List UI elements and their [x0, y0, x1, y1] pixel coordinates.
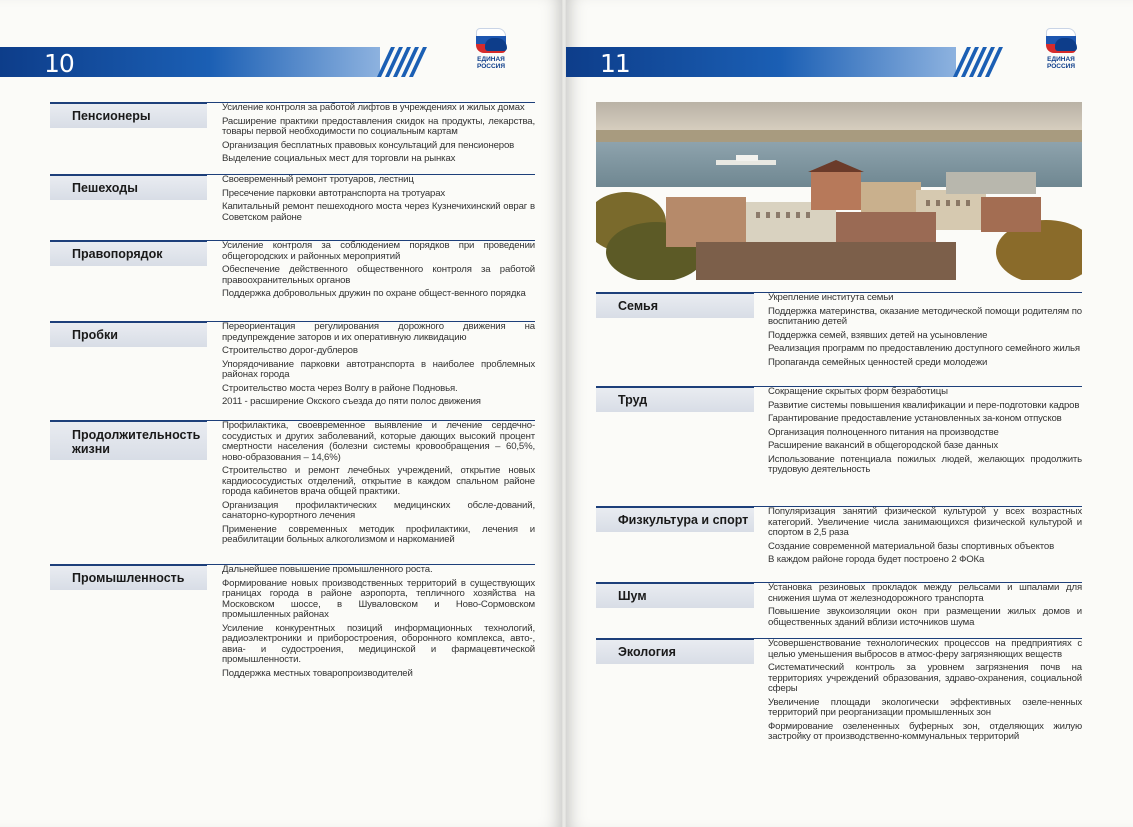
page-number: 11 — [600, 49, 630, 78]
list-item: Укрепление института семьи — [768, 292, 894, 303]
city-panorama-photo — [596, 102, 1082, 280]
list-item: Усиление контроля за соблюдением порядков при проведении общегородских и районных мероприятий — [222, 240, 535, 262]
page-header-bar — [0, 47, 380, 77]
list-item: Капитальный ремонт пешеходного моста через Кузнечихинский овраг в Советском районе — [222, 201, 535, 223]
list-item: Формирование новых производственных территорий в существующих границах города в районе аэропорта, тепличного хозяйства на Московском шоссе, в Шуваловском и Ново-Сормовском промышленных районах — [222, 577, 535, 620]
section-title: Правопорядок — [50, 240, 207, 266]
logo-text: ЕДИНАЯ РОССИЯ — [1046, 56, 1076, 70]
list-item: Поддержка семей, взявших детей на усыновление — [768, 329, 988, 341]
list-item: Пропаганда семейных ценностей среди молодежи — [768, 356, 988, 368]
section-title: Физкультура и спорт — [596, 506, 754, 532]
section-title: Семья — [596, 292, 754, 318]
section-items — [768, 639, 1082, 746]
list-item: Обеспечение действенного общественного контроля за работой правоохранительных органов — [222, 264, 535, 286]
section-items — [222, 175, 535, 226]
logo-text: ЕДИНАЯ РОССИЯ — [476, 56, 506, 70]
section-items — [768, 507, 1082, 569]
flag-icon — [476, 28, 506, 54]
list-item: Сокращение скрытых форм безработицы — [768, 386, 948, 397]
list-item: Выделение социальных мест для торговли на рынках — [222, 153, 456, 164]
list-item: Популяризация занятий физической культурой у всех возрастных категорий. Увеличение числа занимающихся физической культурой и спортом в 2,5 раза — [768, 506, 1082, 538]
list-item: Пресечение парковки автотранспорта на тротуарах — [222, 187, 446, 199]
list-item: Строительство и ремонт лечебных учреждений, открытие новых кардиососудистых отделений, открытие в каждом спальном районе города кабинетов врача общей практики. — [222, 465, 535, 497]
party-logo — [470, 28, 512, 78]
section-title: Шум — [596, 582, 754, 608]
section-items — [768, 387, 1082, 479]
list-item: Усиление контроля за работой лифтов в учреждениях и жилых домах — [222, 102, 525, 113]
list-item: Дальнейшее повышение промышленного роста. — [222, 564, 433, 575]
list-item: Усиление конкурентных позиций информационных технологий, радиоэлектроники и приборостроения, оборонного комплекса, авто-, авиа- и судостроения, медицинской и фармацевтической промышленности. — [222, 622, 535, 665]
list-item: 2011 - расширение Окского съезда до пяти полос движения — [222, 396, 481, 407]
bear-icon — [1055, 38, 1077, 51]
section-title: Труд — [596, 386, 754, 412]
section-items — [222, 421, 535, 549]
list-item: Повышение звукоизоляции окон при размещении жилых домов и общественных зданий вблизи источников шума — [768, 606, 1082, 628]
left-page — [0, 0, 562, 827]
list-item: Усовершенствование технологических процессов на предприятиях с целью уменьшения выбросов в атмос-феру загрязняющих веществ — [768, 638, 1082, 660]
list-item: Расширение вакансий в общегородской базе данных — [768, 440, 998, 451]
section-items — [222, 322, 535, 411]
list-item: В каждом районе города будет построено 2 ФОКа — [768, 554, 985, 565]
list-item: Установка резиновых прокладок между рельсами и шпалами для снижения шума от железнодорожного транспорта — [768, 582, 1082, 604]
section-items — [222, 103, 535, 168]
list-item: Развитие системы повышения квалификации и пере-подготовки кадров — [768, 399, 1080, 411]
list-item: Реализация программ по предоставлению доступного семейного жилья — [768, 343, 1080, 354]
list-item: Своевременный ремонт тротуаров, лестниц — [222, 174, 414, 185]
list-item: Профилактика, своевременное выявление и лечение сердечно-сосудистых и других заболеваний, которые дающих высокий процент смертности населения (болезни системы кровообращения – 60,5%, ново-образования – 14,6%) — [222, 420, 535, 463]
list-item: Организация бесплатных правовых консультаций для пенсионеров — [222, 139, 515, 151]
list-item: Применение современных методик профилактики, лечения и реабилитации больных алкоголизмом и наркоманией — [222, 523, 535, 545]
list-item: Поддержка материнства, оказание методической помощи родителям по воспитанию детей — [768, 305, 1082, 327]
section-title: Промышленность — [50, 564, 207, 590]
list-item: Расширение практики предоставления скидок на продукты, лекарства, товары первой необходимости по социальным картам — [222, 115, 535, 137]
list-item: Гарантирование предоставление установленных за-коном отпусков — [768, 413, 1062, 424]
page-number: 10 — [44, 49, 74, 78]
section-title: Продолжительность жизни — [50, 420, 207, 460]
section-title: Пробки — [50, 321, 207, 347]
section-title: Экология — [596, 638, 754, 664]
section-items — [222, 241, 535, 303]
list-item: Упорядочивание парковки автотранспорта в наиболее проблемных районах города — [222, 358, 535, 380]
list-item: Поддержка добровольных дружин по охране общест-венного порядка — [222, 288, 526, 299]
list-item: Систематический контроль за уровнем загрязнения почв на территориях учреждений образования, здраво-охранения, социальной сферы — [768, 662, 1082, 694]
party-logo — [1040, 28, 1082, 78]
bear-icon — [485, 38, 507, 51]
list-item: Строительство моста через Волгу в районе Подновья. — [222, 382, 458, 394]
list-item: Создание современной материальной базы спортивных объектов — [768, 540, 1055, 552]
list-item: Увеличение площади экологически эффективных озеле-ненных территорий при реорганизации промышленных зон — [768, 696, 1082, 718]
section-items — [768, 293, 1082, 371]
page-header-bar — [566, 47, 956, 77]
flag-icon — [1046, 28, 1076, 54]
list-item: Поддержка местных товаропроизводителей — [222, 667, 413, 679]
list-item: Организация полноценного питания на производстве — [768, 426, 999, 438]
list-item: Строительство дорог-дублеров — [222, 345, 358, 356]
list-item: Организация профилактических медицинских обсле-дований, санаторно-курортного лечения — [222, 499, 535, 521]
section-title: Пенсионеры — [50, 102, 207, 128]
section-items — [222, 565, 535, 682]
section-items — [768, 583, 1082, 631]
list-item: Формирование озелененных буферных зон, отделяющих жилую застройку от производственно-коммунальных территорий — [768, 720, 1082, 742]
right-page — [566, 0, 1133, 827]
list-item: Переориентация регулирования дорожного движения на предупреждение заторов и их оперативную ликвидацию — [222, 321, 535, 343]
list-item: Использование потенциала пожилых людей, желающих продолжить трудовую деятельность — [768, 453, 1082, 475]
section-title: Пешеходы — [50, 174, 207, 200]
